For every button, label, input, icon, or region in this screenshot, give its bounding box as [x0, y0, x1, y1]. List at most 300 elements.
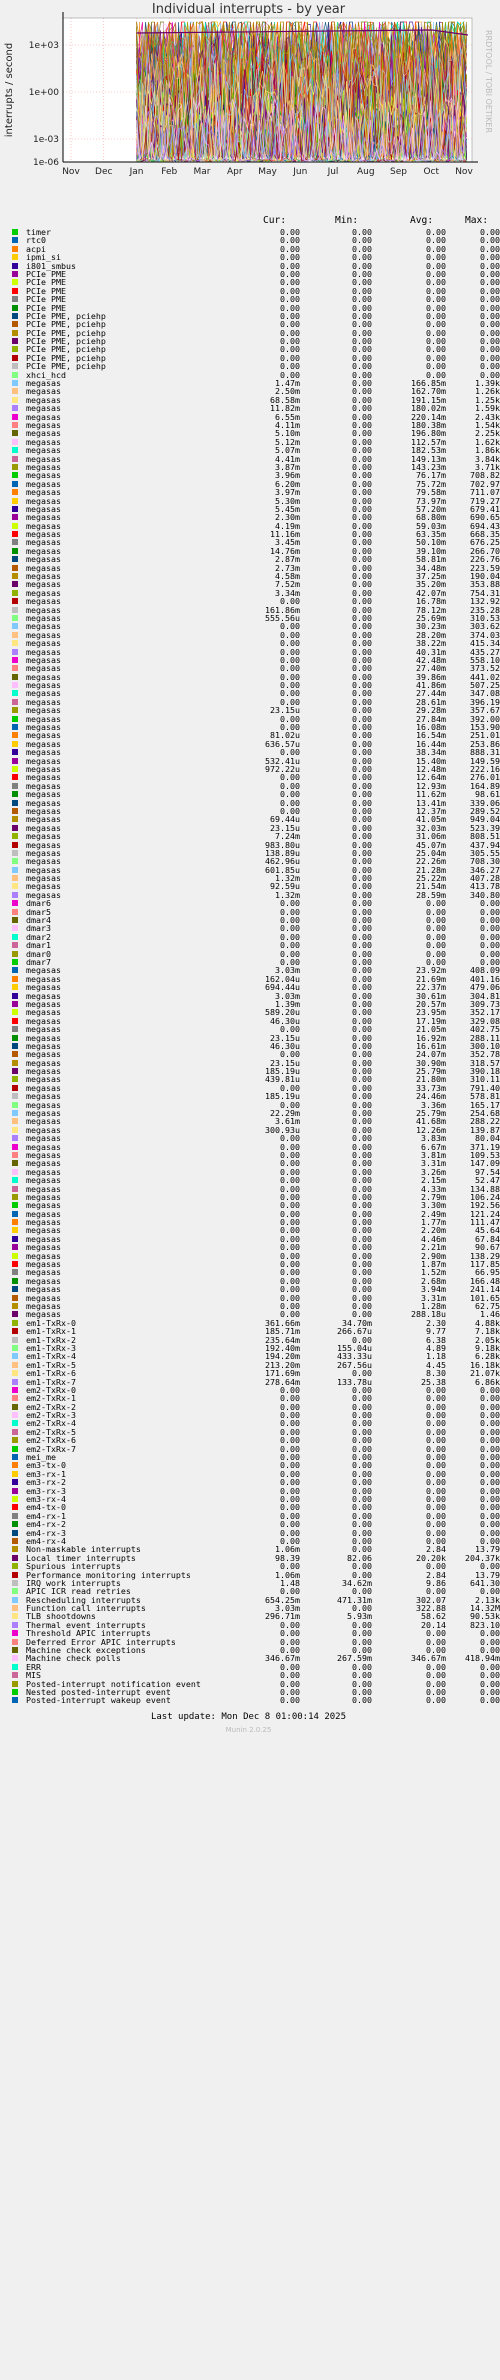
- legend-row: [8, 915, 500, 926]
- legend-label: dmar5: [26, 906, 51, 917]
- legend-cur-value: 138.89u: [265, 847, 300, 858]
- legend-avg-value: 16.44m: [416, 738, 446, 749]
- legend-cur-value: 0.00: [280, 948, 300, 959]
- legend-label: megasas: [26, 436, 61, 447]
- x-tick-label: Jan: [129, 167, 144, 177]
- legend-avg-value: 0.00: [426, 1519, 446, 1530]
- legend-cur-value: 162.04u: [265, 973, 300, 984]
- legend-label: Spurious interrupts: [26, 1561, 121, 1572]
- legend-swatch: [12, 1320, 18, 1326]
- legend-avg-value: 29.28m: [416, 705, 446, 716]
- legend-min-value: 0.00: [352, 1049, 372, 1060]
- legend-avg-value: 21.80m: [416, 1074, 446, 1085]
- legend-avg-value: 0.00: [426, 940, 446, 951]
- legend-min-value: 0.00: [352, 579, 372, 590]
- legend-label: megasas: [26, 1284, 61, 1295]
- legend-swatch: [12, 1555, 18, 1561]
- legend-min-value: 0.00: [352, 252, 372, 263]
- legend-cur-value: 0.00: [280, 277, 300, 288]
- legend-swatch: [12, 1655, 18, 1661]
- legend-label: megasas: [26, 973, 61, 984]
- legend-max-value: 339.06: [470, 797, 500, 808]
- legend-min-value: 0.00: [352, 445, 372, 456]
- legend-cur-value: 0.00: [280, 1443, 300, 1454]
- legend-max-value: 1.59k: [475, 403, 500, 414]
- legend-max-value: 346.27: [470, 864, 500, 875]
- legend-label: dmar1: [26, 940, 51, 951]
- legend-avg-value: 28.61m: [416, 696, 446, 707]
- chart-plot: [0, 0, 497, 228]
- legend-max-value: 0.00: [480, 285, 500, 296]
- legend-label: rtc0: [26, 235, 46, 246]
- legend-label: megasas: [26, 1066, 61, 1077]
- legend-cur-value: 213.20m: [265, 1359, 300, 1370]
- legend-max-value: 0.00: [480, 1485, 500, 1496]
- legend-max-value: 0.00: [480, 1519, 500, 1530]
- legend-max-value: 352.17: [470, 1007, 500, 1018]
- legend-avg-value: 0.00: [426, 361, 446, 372]
- legend-avg-value: 25.79m: [416, 1066, 446, 1077]
- legend-max-value: 0.00: [480, 1686, 500, 1697]
- legend-cur-value: 0.00: [280, 1678, 300, 1689]
- legend-row: [8, 361, 500, 372]
- legend-label: PCIe PME, pciehp: [26, 336, 106, 347]
- legend-cur-value: 0.00: [280, 654, 300, 665]
- legend-cur-value: 4.41m: [275, 453, 300, 464]
- legend-max-value: 0.00: [480, 1628, 500, 1639]
- legend-max-value: 304.81: [470, 990, 500, 1001]
- legend-cur-value: 68.58m: [270, 394, 300, 405]
- legend-swatch: [12, 1001, 18, 1007]
- legend-swatch: [12, 774, 18, 780]
- legend-cur-value: 3.45m: [275, 537, 300, 548]
- legend-cur-value: 0.00: [280, 1485, 300, 1496]
- x-tick-label: Jul: [327, 167, 339, 177]
- legend-label: ipmi_si: [26, 252, 61, 263]
- legend-max-value: 507.25: [470, 680, 500, 691]
- legend-row: [8, 1351, 500, 1362]
- legend-cur-value: 5.45m: [275, 503, 300, 514]
- legend-avg-value: 0.00: [426, 1460, 446, 1471]
- legend-swatch: [12, 1009, 18, 1015]
- legend-row: [8, 1460, 500, 1471]
- legend-max-value: 266.70: [470, 545, 500, 556]
- legend-min-value: 0.00: [352, 1686, 372, 1697]
- legend-avg-value: 1.18: [426, 1351, 446, 1362]
- legend-swatch: [12, 498, 18, 504]
- legend-min-value: 0.00: [352, 1066, 372, 1077]
- legend-cur-value: 0.00: [280, 1393, 300, 1404]
- legend-swatch: [12, 1639, 18, 1645]
- legend-cur-value: 92.59u: [270, 881, 300, 892]
- legend-avg-value: 38.34m: [416, 747, 446, 758]
- legend-min-value: 0.00: [352, 1485, 372, 1496]
- legend-avg-value: 30.90m: [416, 1057, 446, 1068]
- legend-cur-value: 161.86m: [265, 604, 300, 615]
- legend-row: [8, 948, 500, 959]
- legend-swatch: [12, 380, 18, 386]
- legend-label: em2-TxRx-5: [26, 1426, 76, 1437]
- legend-swatch: [12, 313, 18, 319]
- legend-swatch: [12, 640, 18, 646]
- legend-max-value: 289.52: [470, 805, 500, 816]
- legend-min-value: 0.00: [352, 1384, 372, 1395]
- legend-label: em2-TxRx-4: [26, 1418, 76, 1429]
- legend-swatch: [12, 1169, 18, 1175]
- legend-swatch: [12, 447, 18, 453]
- legend-cur-value: 0.00: [280, 1468, 300, 1479]
- legend-label: em4-tx-0: [26, 1502, 66, 1513]
- legend-swatch: [12, 816, 18, 822]
- legend-swatch: [12, 422, 18, 428]
- legend-max-value: 0.00: [480, 1493, 500, 1504]
- legend-min-value: 0.00: [352, 873, 372, 884]
- legend-min-value: 0.00: [352, 310, 372, 321]
- legend-avg-value: 11.62m: [416, 789, 446, 800]
- legend-cur-value: 3.96m: [275, 470, 300, 481]
- legend-cur-value: 2.50m: [275, 386, 300, 397]
- legend-cur-value: 555.56u: [265, 612, 300, 623]
- legend-max-value: 226.76: [470, 554, 500, 565]
- legend-row: [8, 1309, 500, 1320]
- legend-min-value: 0.00: [352, 562, 372, 573]
- legend-max-value: 139.87: [470, 1124, 500, 1135]
- legend-avg-value: 0.00: [426, 302, 446, 313]
- legend-min-value: 0.00: [352, 1141, 372, 1152]
- legend-label: megasas: [26, 419, 61, 430]
- legend-cur-value: 0.00: [280, 327, 300, 338]
- legend-label: megasas: [26, 1099, 61, 1110]
- legend-cur-value: 346.67m: [265, 1653, 300, 1664]
- legend-min-value: 0.00: [352, 1108, 372, 1119]
- legend-min-value: 0.00: [352, 730, 372, 741]
- legend-max-value: 98.61: [475, 789, 500, 800]
- legend-label: megasas: [26, 537, 61, 548]
- legend-min-value: 0.00: [352, 1275, 372, 1286]
- legend-swatch: [12, 598, 18, 604]
- legend-avg-value: 3.30m: [421, 1200, 446, 1211]
- legend-label: megasas: [26, 495, 61, 506]
- legend-cur-value: 0.00: [280, 1049, 300, 1060]
- legend-label: em3-tx-0: [26, 1460, 66, 1471]
- y-tick-label: 1e-06: [33, 158, 59, 168]
- legend-swatch: [12, 1060, 18, 1066]
- legend-max-value: 276.01: [470, 772, 500, 783]
- legend-row: [8, 1342, 500, 1353]
- legend-max-value: 708.30: [470, 856, 500, 867]
- legend-max-value: 329.08: [470, 1015, 500, 1026]
- legend-swatch: [12, 1446, 18, 1452]
- legend-avg-value: 68.80m: [416, 512, 446, 523]
- legend-avg-value: 0.00: [426, 1670, 446, 1681]
- legend-avg-value: 25.38: [421, 1376, 446, 1387]
- legend-label: megasas: [26, 554, 61, 565]
- legend-min-value: 34.62m: [342, 1577, 372, 1588]
- legend-cur-value: 0.00: [280, 1695, 300, 1706]
- legend-min-value: 0.00: [352, 1477, 372, 1488]
- legend-avg-value: 16.78m: [416, 596, 446, 607]
- legend-label: PCIe PME, pciehp: [26, 327, 106, 338]
- legend-max-value: 415.34: [470, 638, 500, 649]
- legend-row: [8, 1485, 500, 1496]
- legend-row: [8, 1468, 500, 1479]
- legend-label: Deferred Error APIC interrupts: [26, 1636, 176, 1647]
- legend-swatch: [12, 405, 18, 411]
- legend-label: megasas: [26, 571, 61, 582]
- legend-avg-value: 21.69m: [416, 973, 446, 984]
- legend-label: dmar0: [26, 948, 51, 959]
- legend-cur-value: 0.00: [280, 1435, 300, 1446]
- legend-max-value: 578.81: [470, 1091, 500, 1102]
- legend-swatch: [12, 464, 18, 470]
- legend-avg-value: 40.31m: [416, 646, 446, 657]
- legend-max-value: 52.47: [475, 1175, 500, 1186]
- legend-cur-value: 0.00: [280, 688, 300, 699]
- legend-max-value: 1.26k: [475, 386, 500, 397]
- legend-row: [8, 1384, 500, 1395]
- legend-swatch: [12, 1093, 18, 1099]
- legend-max-value: 0.00: [480, 243, 500, 254]
- legend-swatch: [12, 1546, 18, 1552]
- legend-cur-value: 98.39: [275, 1552, 300, 1563]
- legend-swatch: [12, 1647, 18, 1653]
- legend-cur-value: 0.00: [280, 797, 300, 808]
- legend-swatch: [12, 1186, 18, 1192]
- legend-cur-value: 0.00: [280, 1267, 300, 1278]
- legend-cur-value: 69.44u: [270, 814, 300, 825]
- legend-max-value: 694.43: [470, 520, 500, 531]
- legend-cur-value: 972.22u: [265, 764, 300, 774]
- legend-avg-value: 22.37m: [416, 982, 446, 993]
- legend-avg-value: 20.20k: [416, 1552, 446, 1563]
- legend-swatch: [12, 1588, 18, 1594]
- legend-label: em3-rx-2: [26, 1477, 66, 1488]
- legend-cur-value: 439.81u: [265, 1074, 300, 1085]
- legend-cur-value: 0.00: [280, 680, 300, 691]
- legend-swatch: [12, 1102, 18, 1108]
- legend-cur-value: 0.00: [280, 772, 300, 783]
- legend-avg-value: 0.00: [426, 1401, 446, 1412]
- legend-swatch: [12, 623, 18, 629]
- legend-row: [8, 252, 500, 263]
- legend-row: [8, 1326, 500, 1337]
- legend-label: PCIe PME, pciehp: [26, 319, 106, 330]
- legend-swatch: [12, 1043, 18, 1049]
- legend-max-value: 147.09: [470, 1158, 500, 1169]
- legend-max-value: 702.97: [470, 478, 500, 489]
- legend-swatch: [12, 590, 18, 596]
- legend-avg-value: 180.02m: [411, 403, 446, 414]
- legend-label: megasas: [26, 529, 61, 540]
- legend-avg-value: 2.30: [426, 1317, 446, 1328]
- legend-avg-value: 191.15m: [411, 394, 446, 405]
- legend-cur-value: 14.76m: [270, 545, 300, 556]
- legend-swatch: [12, 900, 18, 906]
- legend-cur-value: 6.55m: [275, 411, 300, 422]
- legend-label: megasas: [26, 1124, 61, 1135]
- legend-label: megasas: [26, 445, 61, 456]
- legend-label: megasas: [26, 503, 61, 514]
- legend-swatch: [12, 330, 18, 336]
- legend-swatch: [12, 741, 18, 747]
- legend-cur-value: 0.00: [280, 344, 300, 355]
- legend-min-value: 0.00: [352, 1015, 372, 1026]
- legend-max-value: 45.64: [475, 1225, 500, 1236]
- legend-cur-value: 0.00: [280, 1250, 300, 1261]
- legend-avg-value: 0.00: [426, 915, 446, 926]
- legend-swatch: [12, 1026, 18, 1032]
- legend-min-value: 0.00: [352, 1091, 372, 1102]
- legend-cur-value: 0.00: [280, 361, 300, 372]
- legend-max-value: 441.02: [470, 671, 500, 682]
- legend-cur-value: 1.06m: [275, 1544, 300, 1555]
- legend-cur-value: 5.10m: [275, 428, 300, 439]
- legend-swatch: [12, 724, 18, 730]
- legend-min-value: 0.00: [352, 780, 372, 791]
- legend-avg-value: 12.48m: [416, 764, 446, 774]
- legend-row: [8, 940, 500, 951]
- legend-cur-value: 0.00: [280, 940, 300, 951]
- legend-label: megasas: [26, 604, 61, 615]
- legend-swatch: [12, 1664, 18, 1670]
- legend-cur-value: 0.00: [280, 1133, 300, 1144]
- legend-min-value: 433.33u: [337, 1351, 372, 1362]
- legend-max-value: 340.80: [470, 889, 500, 900]
- legend-label: megasas: [26, 856, 61, 867]
- legend-swatch: [12, 254, 18, 260]
- legend-avg-value: 30.61m: [416, 990, 446, 1001]
- legend-swatch: [12, 246, 18, 252]
- legend-cur-value: 532.41u: [265, 755, 300, 766]
- legend-label: megasas: [26, 1259, 61, 1270]
- legend-swatch: [12, 1622, 18, 1628]
- legend-label: dmar2: [26, 931, 51, 942]
- legend-label: em4-rx-1: [26, 1510, 66, 1521]
- legend-max-value: 676.25: [470, 537, 500, 548]
- legend-avg-value: 1.28m: [421, 1301, 446, 1311]
- legend-label: megasas: [26, 680, 61, 691]
- legend-avg-value: 12.93m: [416, 780, 446, 791]
- legend-swatch: [12, 909, 18, 915]
- legend-avg-value: 16.08m: [416, 722, 446, 733]
- legend-swatch: [12, 1370, 18, 1376]
- legend-cur-value: 462.96u: [265, 856, 300, 867]
- legend-min-value: 0.00: [352, 973, 372, 984]
- legend-min-value: 0.00: [352, 839, 372, 850]
- legend-swatch: [12, 1219, 18, 1225]
- legend-label: PCIe PME: [26, 285, 66, 296]
- legend-label: megasas: [26, 873, 61, 884]
- legend-min-value: 0.00: [352, 520, 372, 531]
- legend-min-value: 0.00: [352, 612, 372, 623]
- legend-max-value: 192.56: [470, 1200, 500, 1211]
- legend-avg-value: 0.00: [426, 956, 446, 967]
- legend-avg-value: 37.25m: [416, 571, 446, 582]
- legend-label: em4-rx-4: [26, 1535, 66, 1546]
- legend-max-value: 3.71k: [475, 461, 500, 472]
- legend-swatch: [12, 665, 18, 671]
- legend-max-value: 0.00: [480, 1527, 500, 1538]
- legend-label: i801_smbus: [26, 260, 76, 271]
- legend-swatch: [12, 892, 18, 898]
- legend-swatch: [12, 1295, 18, 1301]
- legend-label: megasas: [26, 654, 61, 665]
- legend-label: megasas: [26, 1225, 61, 1236]
- legend-cur-value: 0.00: [280, 1166, 300, 1177]
- legend-label: em2-TxRx-0: [26, 1384, 76, 1395]
- legend-swatch: [12, 506, 18, 512]
- legend-cur-value: 0.00: [280, 696, 300, 707]
- legend-min-value: 0.00: [352, 797, 372, 808]
- legend-label: megasas: [26, 847, 61, 858]
- legend-label: megasas: [26, 394, 61, 405]
- legend-min-value: 0.00: [352, 319, 372, 330]
- legend-max-value: 719.27: [470, 495, 500, 506]
- legend-swatch: [12, 581, 18, 587]
- legend-avg-value: 25.69m: [416, 612, 446, 623]
- legend-row: [8, 923, 500, 934]
- x-tick-label: Jun: [293, 167, 308, 177]
- legend-avg-value: 27.40m: [416, 663, 446, 674]
- legend-avg-value: 4.89: [426, 1342, 446, 1353]
- legend-swatch: [12, 1437, 18, 1443]
- legend-row: [8, 1410, 500, 1421]
- legend-label: em3-rx-1: [26, 1468, 66, 1479]
- legend-cur-value: 5.30m: [275, 495, 300, 506]
- legend-min-value: 0.00: [352, 1561, 372, 1572]
- legend-label: Threshold APIC interrupts: [26, 1628, 151, 1639]
- legend-avg-value: 21.54m: [416, 881, 446, 892]
- legend-max-value: 149.59: [470, 755, 500, 766]
- legend-label: megasas: [26, 1183, 61, 1194]
- legend-max-value: 791.40: [470, 1082, 500, 1093]
- legend-min-value: 0.00: [352, 537, 372, 548]
- legend-max-value: 303.62: [470, 621, 500, 632]
- legend-cur-value: 1.32m: [275, 889, 300, 900]
- legend-label: megasas: [26, 990, 61, 1001]
- legend-min-value: 0.00: [352, 419, 372, 430]
- legend-swatch: [12, 615, 18, 621]
- legend-swatch: [12, 1068, 18, 1074]
- legend-swatch: [12, 355, 18, 361]
- legend-max-value: 0.00: [480, 336, 500, 347]
- legend-min-value: 0.00: [352, 596, 372, 607]
- legend-avg-value: 149.13m: [411, 453, 446, 464]
- legend-min-value: 133.78u: [337, 1376, 372, 1387]
- legend-avg-value: 0.00: [426, 906, 446, 917]
- legend-min-value: 0.00: [352, 889, 372, 900]
- legend-row: [8, 268, 500, 279]
- legend-swatch: [12, 1479, 18, 1485]
- legend-swatch: [12, 397, 18, 403]
- legend-cur-value: 0.00: [280, 235, 300, 246]
- legend-max-value: 0.00: [480, 923, 500, 934]
- y-axis-label: interrupts / second: [4, 42, 15, 138]
- legend-max-value: 1.62k: [475, 436, 500, 447]
- legend-max-value: 407.28: [470, 873, 500, 884]
- legend-min-value: 0.00: [352, 1250, 372, 1261]
- legend-label: megasas: [26, 646, 61, 657]
- legend-label: megasas: [26, 403, 61, 414]
- legend-avg-value: 2.90m: [421, 1250, 446, 1261]
- legend-max-value: 0.00: [480, 931, 500, 942]
- legend-max-value: 0.00: [480, 327, 500, 338]
- legend-cur-value: 0.00: [280, 1561, 300, 1572]
- legend-min-value: 0.00: [352, 436, 372, 447]
- legend-cur-value: 0.00: [280, 369, 300, 380]
- legend-label: Posted-interrupt notification event: [26, 1678, 201, 1689]
- legend-swatch: [12, 1580, 18, 1586]
